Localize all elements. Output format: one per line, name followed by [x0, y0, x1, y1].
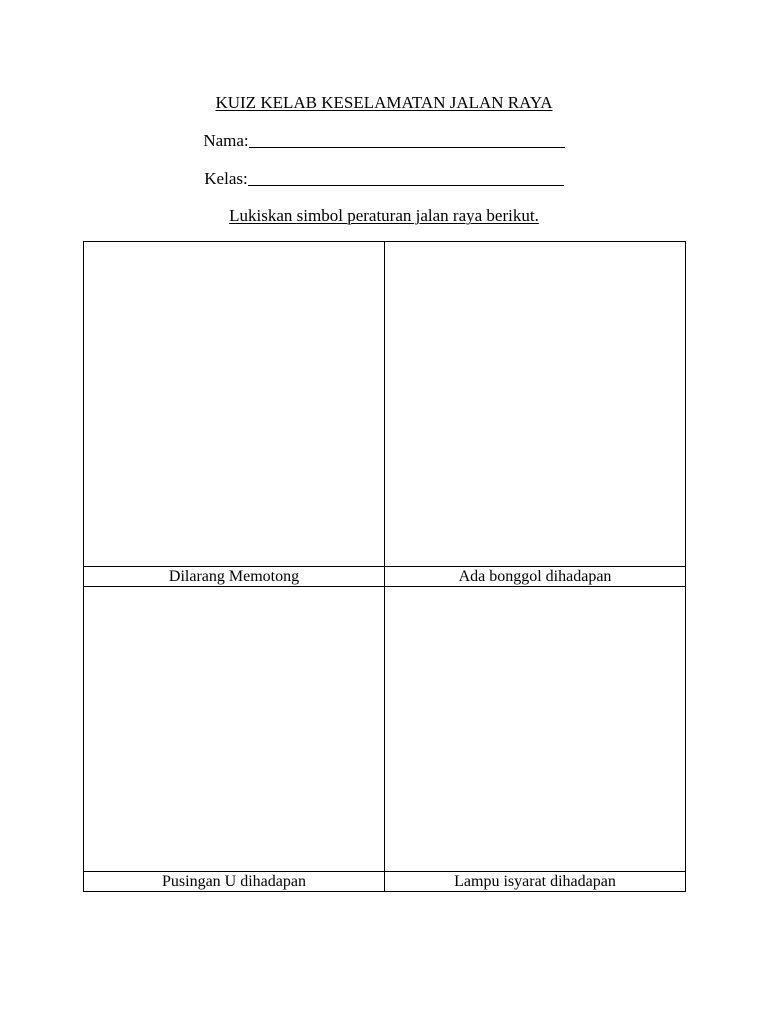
drawing-row-bottom — [84, 587, 686, 872]
name-field-row — [0, 131, 768, 151]
drawing-box-ada-bonggol[interactable] — [385, 242, 686, 567]
caption-row-bottom — [84, 872, 686, 892]
instruction-line — [0, 206, 768, 226]
name-blank-line[interactable] — [249, 131, 565, 148]
drawing-box-lampu-isyarat[interactable] — [385, 587, 686, 872]
caption-pusingan-u: Pusingan U dihadapan — [84, 872, 385, 892]
drawing-grid — [83, 241, 686, 892]
class-label: Kelas: — [204, 169, 248, 188]
drawing-box-dilarang-memotong[interactable] — [84, 242, 385, 567]
caption-ada-bonggol: Ada bonggol dihadapan — [385, 567, 686, 587]
caption-lampu-isyarat: Lampu isyarat dihadapan — [385, 872, 686, 892]
caption-dilarang-memotong: Dilarang Memotong — [84, 567, 385, 587]
class-field-row — [0, 169, 768, 189]
instruction-text: Lukiskan simbol peraturan jalan raya berikut. — [229, 206, 539, 225]
name-label: Nama: — [203, 131, 249, 150]
drawing-row-top — [84, 242, 686, 567]
caption-row-top — [84, 567, 686, 587]
class-blank-line[interactable] — [248, 169, 564, 186]
worksheet-title-line — [0, 93, 768, 113]
drawing-box-pusingan-u[interactable] — [84, 587, 385, 872]
worksheet-title: KUIZ KELAB KESELAMATAN JALAN RAYA — [215, 93, 553, 112]
